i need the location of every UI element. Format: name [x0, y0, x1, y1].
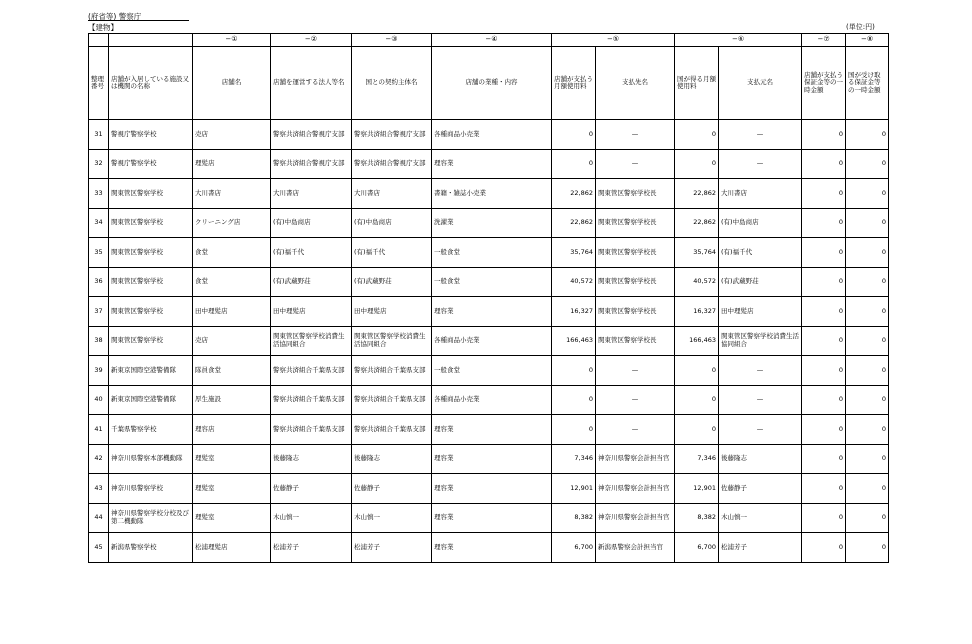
table-cell: 16,327: [675, 297, 719, 327]
column-number: −⑥: [675, 34, 802, 47]
table-row: [89, 444, 889, 474]
table-row: [89, 297, 889, 327]
table-cell: 食堂: [193, 267, 271, 297]
table-cell: 0: [802, 267, 846, 297]
table-cell: 0: [675, 356, 719, 386]
table-cell: 理容業: [432, 149, 552, 179]
table-cell: 警察共済組合千葉県支部: [352, 385, 432, 415]
table-cell: —: [719, 120, 802, 150]
table-cell: 35,764: [675, 238, 719, 268]
table-cell: 39: [89, 356, 109, 386]
table-cell: 6,700: [552, 533, 596, 563]
table-cell: 22,862: [552, 208, 596, 238]
table-cell: 大川書店: [271, 179, 352, 209]
table-cell: 厚生施設: [193, 385, 271, 415]
table-cell: 40,572: [675, 267, 719, 297]
table-cell: 36: [89, 267, 109, 297]
table-cell: 0: [802, 474, 846, 504]
table-cell: 0: [552, 385, 596, 415]
table-row: [89, 415, 889, 445]
table-cell: 田中理髪店: [193, 297, 271, 327]
table-cell: 関東管区警察学校: [109, 326, 193, 356]
table-cell: 大川書店: [193, 179, 271, 209]
table-cell: 隊員食堂: [193, 356, 271, 386]
header-cell: 支払元名: [719, 47, 802, 120]
table-cell: 0: [552, 120, 596, 150]
table-cell: (有)中島商店: [352, 208, 432, 238]
table-cell: 食堂: [193, 238, 271, 268]
table-row: [89, 503, 889, 533]
table-cell: 新東京国際空港警備隊: [109, 385, 193, 415]
table-row: [89, 356, 889, 386]
column-number: −②: [271, 34, 352, 47]
table-cell: 0: [846, 326, 889, 356]
table-row: [89, 533, 889, 563]
table-cell: 関東管区警察学校: [109, 238, 193, 268]
table-cell: 警察共済組合千葉県支部: [352, 356, 432, 386]
table-cell: (有)福千代: [719, 238, 802, 268]
table-cell: 16,327: [552, 297, 596, 327]
column-number: [109, 34, 193, 47]
table-cell: 0: [802, 533, 846, 563]
table-cell: 12,901: [552, 474, 596, 504]
table-cell: 警視庁警察学校: [109, 149, 193, 179]
table-cell: 0: [846, 444, 889, 474]
table-cell: 33: [89, 179, 109, 209]
table-row: [89, 149, 889, 179]
header-cell: 店舗が支払う月額使用料: [552, 47, 596, 120]
column-number: −⑦: [802, 34, 846, 47]
table-cell: 理容業: [432, 297, 552, 327]
table-cell: (有)武蔵野荘: [352, 267, 432, 297]
table-cell: 神奈川県警察会計担当官: [596, 444, 675, 474]
table-cell: 7,346: [552, 444, 596, 474]
table-cell: 大川書店: [352, 179, 432, 209]
table-cell: 神奈川県警察学校分校及び第二機動隊: [109, 503, 193, 533]
table-cell: 神奈川県警察学校: [109, 474, 193, 504]
table-cell: 関東管区警察学校長: [596, 238, 675, 268]
table-cell: 売店: [193, 326, 271, 356]
table-cell: 佐藤静子: [271, 474, 352, 504]
table-cell: 大川書店: [719, 179, 802, 209]
section-label: 【建物】: [88, 23, 118, 32]
table-cell: 警察共済組合千葉県支部: [271, 385, 352, 415]
table-cell: 警察共済組合千葉県支部: [271, 415, 352, 445]
table-cell: (有)中島商店: [271, 208, 352, 238]
table-cell: 警察共済組合警視庁支部: [352, 149, 432, 179]
table-cell: —: [719, 385, 802, 415]
table-cell: 40,572: [552, 267, 596, 297]
table-cell: 新潟県警察会計担当官: [596, 533, 675, 563]
header-cell: 支払先名: [596, 47, 675, 120]
table-row: [89, 238, 889, 268]
table-row: [89, 385, 889, 415]
table-cell: 関東管区警察学校消費生活協同組合: [352, 326, 432, 356]
table-cell: 関東管区警察学校長: [596, 297, 675, 327]
table-cell: 佐藤静子: [352, 474, 432, 504]
agency-label: (府省等) 警察庁: [88, 12, 142, 21]
table-body: [89, 120, 889, 563]
table-cell: 0: [846, 120, 889, 150]
table-cell: (有)武蔵野荘: [719, 267, 802, 297]
table-cell: 7,346: [675, 444, 719, 474]
table-cell: 各種商品小売業: [432, 120, 552, 150]
table-cell: 166,463: [552, 326, 596, 356]
table-cell: 0: [802, 297, 846, 327]
column-number: −③: [352, 34, 432, 47]
table-cell: 木山慎一: [271, 503, 352, 533]
table-cell: 0: [846, 208, 889, 238]
table-cell: —: [719, 415, 802, 445]
table-cell: 0: [846, 149, 889, 179]
table-row: [89, 326, 889, 356]
table-cell: 田中理髪店: [719, 297, 802, 327]
table-cell: 32: [89, 149, 109, 179]
table-cell: 関東管区警察学校: [109, 179, 193, 209]
table-cell: 松浦芳子: [352, 533, 432, 563]
table-row: [89, 208, 889, 238]
table-cell: 関東管区警察学校消費生活協同組合: [719, 326, 802, 356]
table-cell: 8,382: [552, 503, 596, 533]
table-cell: 関東管区警察学校長: [596, 179, 675, 209]
table-cell: —: [596, 149, 675, 179]
table-cell: 各種商品小売業: [432, 385, 552, 415]
table-cell: 0: [675, 149, 719, 179]
table-cell: 0: [846, 238, 889, 268]
table-cell: 関東管区警察学校: [109, 267, 193, 297]
table-cell: 38: [89, 326, 109, 356]
table-cell: 0: [802, 179, 846, 209]
table-cell: 木山慎一: [352, 503, 432, 533]
table-cell: 37: [89, 297, 109, 327]
table-cell: 警察共済組合千葉県支部: [271, 356, 352, 386]
table-cell: 警察共済組合警視庁支部: [271, 120, 352, 150]
table-cell: 新潟県警察学校: [109, 533, 193, 563]
header-cell: 国との契約主体名: [352, 47, 432, 120]
table-cell: 8,382: [675, 503, 719, 533]
header-cell: 店舗が支払う保証金等の一時金額: [802, 47, 846, 120]
table-cell: 一般食堂: [432, 356, 552, 386]
table-cell: 佐藤静子: [719, 474, 802, 504]
table-cell: 0: [552, 415, 596, 445]
table-cell: 関東管区警察学校: [109, 297, 193, 327]
table-cell: 売店: [193, 120, 271, 150]
table-cell: 理容業: [432, 444, 552, 474]
table-cell: 書籍・雑誌小売業: [432, 179, 552, 209]
table-cell: 理容業: [432, 533, 552, 563]
table-cell: 0: [552, 149, 596, 179]
table-cell: 理髪店: [193, 149, 271, 179]
table-cell: 34: [89, 208, 109, 238]
table-row: [89, 120, 889, 150]
table-cell: 0: [675, 120, 719, 150]
table-cell: 0: [846, 474, 889, 504]
table-cell: 0: [802, 149, 846, 179]
column-number: −⑧: [846, 34, 889, 47]
table-row: [89, 179, 889, 209]
table-cell: 千葉県警察学校: [109, 415, 193, 445]
table-cell: 関東管区警察学校: [109, 208, 193, 238]
table-cell: 0: [675, 415, 719, 445]
table-cell: (有)武蔵野荘: [271, 267, 352, 297]
column-number: [89, 34, 109, 47]
table-cell: 理容店: [193, 415, 271, 445]
table-cell: 松浦理髪店: [193, 533, 271, 563]
table-cell: 理容業: [432, 415, 552, 445]
table-cell: 警察共済組合千葉県支部: [352, 415, 432, 445]
table-cell: 警視庁警察学校: [109, 120, 193, 150]
table-cell: 理容業: [432, 503, 552, 533]
table-cell: 松浦芳子: [719, 533, 802, 563]
table-cell: —: [719, 149, 802, 179]
table-cell: 警察共済組合警視庁支部: [271, 149, 352, 179]
table-cell: 神奈川県警察会計担当官: [596, 474, 675, 504]
table-cell: 12,901: [675, 474, 719, 504]
unit-label: (単位:円): [846, 23, 875, 31]
table-cell: 40: [89, 385, 109, 415]
table-cell: 後藤隆志: [719, 444, 802, 474]
table-cell: 0: [802, 238, 846, 268]
table-cell: 理髪室: [193, 474, 271, 504]
table-row: [89, 267, 889, 297]
table-cell: 0: [802, 326, 846, 356]
table-cell: 22,862: [675, 208, 719, 238]
table-cell: 0: [802, 385, 846, 415]
table-cell: 0: [802, 503, 846, 533]
table-cell: 松浦芳子: [271, 533, 352, 563]
table-cell: 関東管区警察学校長: [596, 208, 675, 238]
table-cell: 後藤隆志: [271, 444, 352, 474]
table-cell: 45: [89, 533, 109, 563]
table-cell: 関東管区警察学校長: [596, 267, 675, 297]
table-cell: 31: [89, 120, 109, 150]
column-number: −④: [432, 34, 552, 47]
table-cell: —: [596, 356, 675, 386]
table-cell: 理容業: [432, 474, 552, 504]
table-cell: 0: [802, 444, 846, 474]
table-cell: 各種商品小売業: [432, 326, 552, 356]
table-cell: —: [596, 120, 675, 150]
table-cell: 関東管区警察学校消費生活協同組合: [271, 326, 352, 356]
column-number: −①: [193, 34, 271, 47]
table-cell: 神奈川県警察本部機動隊: [109, 444, 193, 474]
table-cell: 0: [846, 415, 889, 445]
column-number-row: [89, 34, 889, 47]
table-cell: 0: [846, 385, 889, 415]
table-cell: 0: [552, 356, 596, 386]
header-cell: 店舗が入居している施設又は機関の名称: [109, 47, 193, 120]
table-cell: 一般食堂: [432, 238, 552, 268]
table-cell: 関東管区警察学校長: [596, 326, 675, 356]
facility-table: [88, 33, 889, 563]
table-cell: 理髪室: [193, 503, 271, 533]
header-row: [89, 47, 889, 120]
table-cell: —: [596, 385, 675, 415]
table-cell: 神奈川県警察会計担当官: [596, 503, 675, 533]
table-cell: クリーニング店: [193, 208, 271, 238]
header-cell: 店舗を運営する法人等名: [271, 47, 352, 120]
table-cell: 洗濯業: [432, 208, 552, 238]
table-cell: 警察共済組合警視庁支部: [352, 120, 432, 150]
table-cell: 0: [846, 267, 889, 297]
table-cell: 0: [846, 533, 889, 563]
table-cell: 44: [89, 503, 109, 533]
table-cell: 6,700: [675, 533, 719, 563]
table-cell: 0: [802, 208, 846, 238]
table-cell: 新東京国際空港警備隊: [109, 356, 193, 386]
table-cell: 木山慎一: [719, 503, 802, 533]
table-cell: —: [719, 356, 802, 386]
table-cell: 0: [846, 179, 889, 209]
table-cell: 0: [846, 297, 889, 327]
table-cell: 後藤隆志: [352, 444, 432, 474]
table-cell: 田中理髪店: [271, 297, 352, 327]
table-cell: (有)中島商店: [719, 208, 802, 238]
table-cell: 理髪室: [193, 444, 271, 474]
table-cell: 22,862: [675, 179, 719, 209]
table-cell: 43: [89, 474, 109, 504]
table-cell: 22,862: [552, 179, 596, 209]
header-cell: 国が受け取る保証金等の一時金額: [846, 47, 889, 120]
table-cell: (有)福千代: [352, 238, 432, 268]
table-cell: 0: [802, 415, 846, 445]
table-row: [89, 474, 889, 504]
table-cell: —: [596, 415, 675, 445]
header-cell: 店舗名: [193, 47, 271, 120]
table-cell: 35,764: [552, 238, 596, 268]
table-cell: (有)福千代: [271, 238, 352, 268]
agency-underline: [88, 20, 189, 21]
column-number: −⑤: [552, 34, 675, 47]
table-cell: 一般食堂: [432, 267, 552, 297]
table-cell: 0: [802, 120, 846, 150]
table-cell: 田中理髪店: [352, 297, 432, 327]
table-cell: 0: [846, 356, 889, 386]
table-cell: 42: [89, 444, 109, 474]
table-cell: 0: [675, 385, 719, 415]
header-cell: 国が得る月額使用料: [675, 47, 719, 120]
table-cell: 41: [89, 415, 109, 445]
header-cell: 整理番号: [89, 47, 109, 120]
header-cell: 店舗の業種・内容: [432, 47, 552, 120]
table-cell: 166,463: [675, 326, 719, 356]
table-cell: 35: [89, 238, 109, 268]
table-cell: 0: [802, 356, 846, 386]
table-cell: 0: [846, 503, 889, 533]
